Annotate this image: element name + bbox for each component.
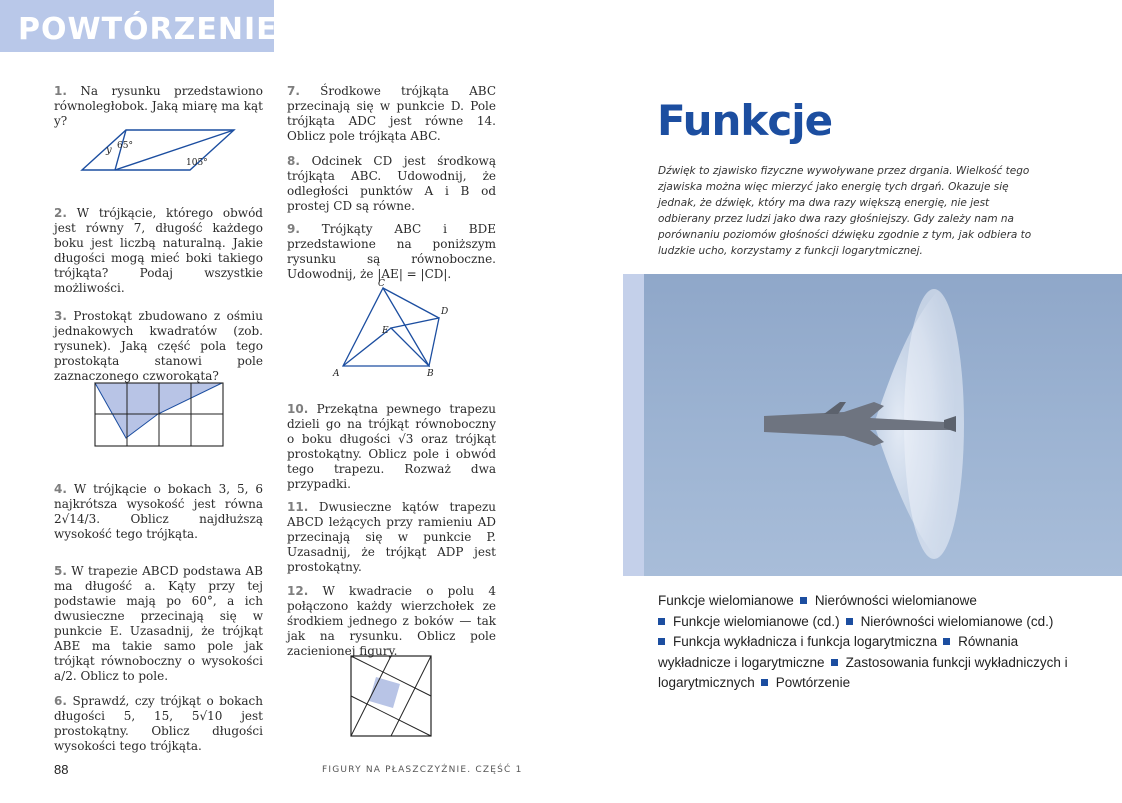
chapter-topics — [658, 591, 1068, 694]
banner-title: POWTÓRZENIE — [18, 12, 278, 47]
bullet-square-icon — [831, 659, 838, 666]
problem-8 — [287, 154, 496, 214]
problem-text: W trójkącie o bokach 3, 5, 6 najkrótsza wysokość jest równa 2√14/3. Oblicz najdłuższą wysokość tego trójkąta. — [54, 482, 263, 541]
problem-number: 7. — [287, 84, 300, 98]
problem-text: Przekątna pewnego trapezu dzieli go na trójkąt równoboczny o boku długości √3 oraz trójkąt prostokątny. Oblicz pole i obwód tego trapezu. Rozważ dwa przypadki. — [287, 402, 496, 491]
problem-text: Na rysunku przedstawiono równoległobok. Jaką miarę ma kąt y? — [54, 84, 263, 128]
photo-accent-band — [623, 274, 644, 576]
problem-number: 4. — [54, 482, 67, 496]
problem-text: Odcinek CD jest środkową trójkąta ABC. Udowodnij, że odległości punktów A i B od prostej CD są równe. — [287, 154, 496, 213]
topic-item: Funkcja wykładnicza i funkcja logarytmiczna — [673, 634, 938, 649]
problem-number: 11. — [287, 500, 309, 514]
point-B: B — [427, 369, 434, 378]
topic-item: Powtórzenie — [775, 675, 851, 690]
problem-text: Trójkąty ABC i BDE przedstawione na poniższym rysunku są równoboczne. Udowodnij, że |AE| = |CD|. — [287, 222, 496, 281]
bullet-square-icon — [658, 618, 665, 625]
chapter-intro: Dźwięk to zjawisko fizyczne wywoływane przez drgania. Wielkość tego zjawiska można więc mierzyć jako energię tych drgań. Okazuje się jednak, że dźwięk, który ma dwa razy większą energię, nie jest odbierany przez ludzi jako dwa razy głośniejszy. Gdy zależy nam na porównaniu poziomów głośności dźwięku zgodnie z tym, jak odbiera to ludzkie ucho, korzystamy z funkcji logarytmicznej. — [658, 165, 1032, 257]
problem-number: 12. — [287, 584, 309, 598]
rectangle-squares-figure — [94, 382, 226, 448]
topic-item: Funkcje wielomianowe (cd.) — [673, 613, 840, 629]
problem-text: W trójkącie, którego obwód jest równy 7, długość każdego boku jest liczbą naturalną. Jakie długości mogą mieć boki takiego trójkąta? Podaj wszystkie możliwości. — [54, 206, 263, 295]
bullet-square-icon — [846, 618, 853, 625]
problem-number: 10. — [287, 402, 309, 416]
problem-text: Środkowe trójkąta ABC przecinają się w punkcie D. Pole trójkąta ADC jest równe 14. Oblicz pole trójkąta ABC. — [287, 84, 496, 143]
problem-number: 6. — [54, 694, 67, 708]
point-A: A — [333, 369, 340, 378]
problem-12 — [287, 584, 496, 659]
problem-3 — [54, 309, 263, 384]
problem-text: Prostokąt zbudowano z ośmiu jednakowych kwadratów (zob. rysunek). Jaką część pola tego prostokąta stanowi pole zaznaczonego czworokąta? — [54, 309, 263, 383]
point-C: C — [378, 279, 385, 289]
problem-11 — [287, 500, 496, 575]
topic-item: Nierówności wielomianowe — [814, 593, 977, 608]
angle-65-label: 65° — [117, 141, 133, 151]
page-number: 88 — [54, 762, 69, 777]
parallelogram-figure — [78, 126, 238, 176]
angle-105-label: 105° — [186, 158, 208, 168]
problem-text: W trapezie ABCD podstawa AB ma długość a. Kąty przy tej podstawie mają po 60°, a ich dwusieczne przecinają się w punkcie E. Uzasadnij, że trójkąt ABE ma takie samo pole jak trójkąt równoboczny o wysokości a/2. Oblicz to pole. — [54, 564, 263, 683]
jet-sonic-boom-image — [644, 274, 1122, 576]
square-figure — [349, 654, 433, 738]
footer-chapter-title: FIGURY NA PŁASZCZYŹNIE. CZĘŚĆ 1 — [322, 765, 523, 775]
problem-number: 3. — [54, 309, 67, 323]
problem-10 — [287, 402, 496, 492]
angle-y-label: y — [106, 145, 112, 156]
bullet-square-icon — [761, 679, 768, 686]
problem-1 — [54, 84, 263, 129]
problem-6 — [54, 694, 263, 754]
problem-text: Dwusieczne kątów trapezu ABCD leżących przy ramieniu AD przecinają się w punkcie P. Uzasadnij, że trójkąt ADP jest prostokątny. — [287, 500, 496, 574]
problem-7 — [287, 84, 496, 144]
problem-9 — [287, 222, 496, 282]
bullet-square-icon — [800, 597, 807, 604]
problem-number: 9. — [287, 222, 300, 236]
topic-item: Funkcje wielomianowe — [658, 593, 794, 608]
topic-item: Zastosowania funkcji wykładniczych i logarytmicznych — [658, 654, 1068, 690]
triangles-figure — [331, 278, 461, 378]
problem-number: 8. — [287, 154, 300, 168]
problem-text: Sprawdź, czy trójkąt o bokach długości 5, 15, 5√10 jest prostokątny. Oblicz długości wysokości tego trójkąta. — [54, 694, 263, 753]
problem-number: 1. — [54, 84, 67, 98]
bullet-square-icon — [658, 638, 665, 645]
bullet-square-icon — [943, 638, 950, 645]
problem-4 — [54, 482, 263, 542]
problem-2 — [54, 206, 263, 296]
section-banner — [0, 0, 278, 52]
topic-item: Nierówności wielomianowe (cd.) — [860, 613, 1054, 629]
topic-item: Równania wykładnicze i logarytmiczne — [658, 634, 1019, 670]
point-E: E — [382, 326, 389, 336]
problem-5 — [54, 564, 263, 684]
point-D: D — [441, 307, 449, 317]
problem-number: 2. — [54, 206, 67, 220]
problem-number: 5. — [54, 564, 67, 578]
problem-text: W kwadracie o polu 4 połączono każdy wierzchołek ze środkiem jednego z boków — tak jak na rysunku. Oblicz pole zacienionej figury. — [287, 584, 496, 658]
chapter-title: Funkcje — [657, 96, 833, 145]
jet-photo — [644, 274, 1122, 576]
